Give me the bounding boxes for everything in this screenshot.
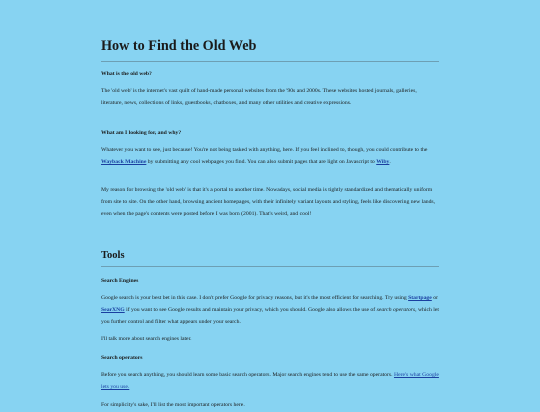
paragraph-contribute (101, 145, 439, 169)
title-divider (101, 61, 439, 62)
question-what-is-old-web: What is the old web? (101, 71, 152, 77)
paragraph-text: , which let you further control and filter what appears under your search. (101, 306, 439, 325)
paragraph-search-engines (101, 293, 439, 329)
search-operators-emphasis: search operators (376, 306, 416, 313)
paragraph-text: if you want to see Google results and maintain your privacy, which you should. Google also allows the use of (124, 306, 377, 313)
paragraph-text: . (389, 158, 391, 165)
startpage-link[interactable]: Startpage (408, 295, 432, 301)
paragraph-text: Google search is your best bet in this case. I don't prefer Google for privacy reasons, but it's the most efficient for searching. Try using (101, 295, 409, 301)
searxng-link[interactable]: SearXNG (101, 306, 125, 313)
paragraph-reason: My reason for browsing the 'old web' is that it's a portal to another time. Nowadays, social media is tightly standardized and thematically uniform from site to site. On the other hand, browsing ancient homepages, with their infinitely variant layouts and styling, feels like discovering new lands, even when the page's contents were posted before I was born (2001). That's weird, and cool! (101, 187, 436, 217)
paragraph-later: I'll talk more about search engines later. (101, 336, 192, 342)
paragraph-search-operators (101, 370, 439, 394)
paragraph-text: or (431, 295, 438, 301)
wayback-machine-link[interactable]: Wayback Machine (101, 158, 147, 165)
paragraph-text: by submitting any cool webpages you find. You can also submit pages that are light on Javascript to (146, 158, 377, 165)
page-title: How to Find the Old Web (101, 38, 257, 54)
paragraph-old-web-definition: The 'old web' is the internet's vast quilt of hand-made personal websites from the '90s and 2000s. These websites hosted journals, galleries, literature, news, collections of links, guestbooks, chatboxes, and many other utilities and creative expressions. (101, 88, 417, 106)
paragraph-text: Whatever you want to see, just because! You're not being tasked with anything, here. If you feel inclined to, though, you could contribute to the (101, 147, 428, 153)
question-what-looking-for: What am I looking for, and why? (101, 130, 182, 136)
subheading-search-operators: Search operators (101, 355, 143, 361)
section-heading-tools: Tools (101, 250, 125, 261)
paragraph-text: Before you search anything, you should learn some basic search operators. Major search engines tend to use the same operators. (101, 372, 394, 378)
paragraph-simplicity: For simplicity's sake, I'll list the most important operators here. (101, 402, 245, 408)
google-operators-link[interactable]: Here's what Google lets you use. (101, 372, 439, 390)
subheading-search-engines: Search Engines (101, 278, 139, 284)
tools-divider (101, 266, 439, 267)
wiby-link[interactable]: Wiby (376, 158, 390, 165)
